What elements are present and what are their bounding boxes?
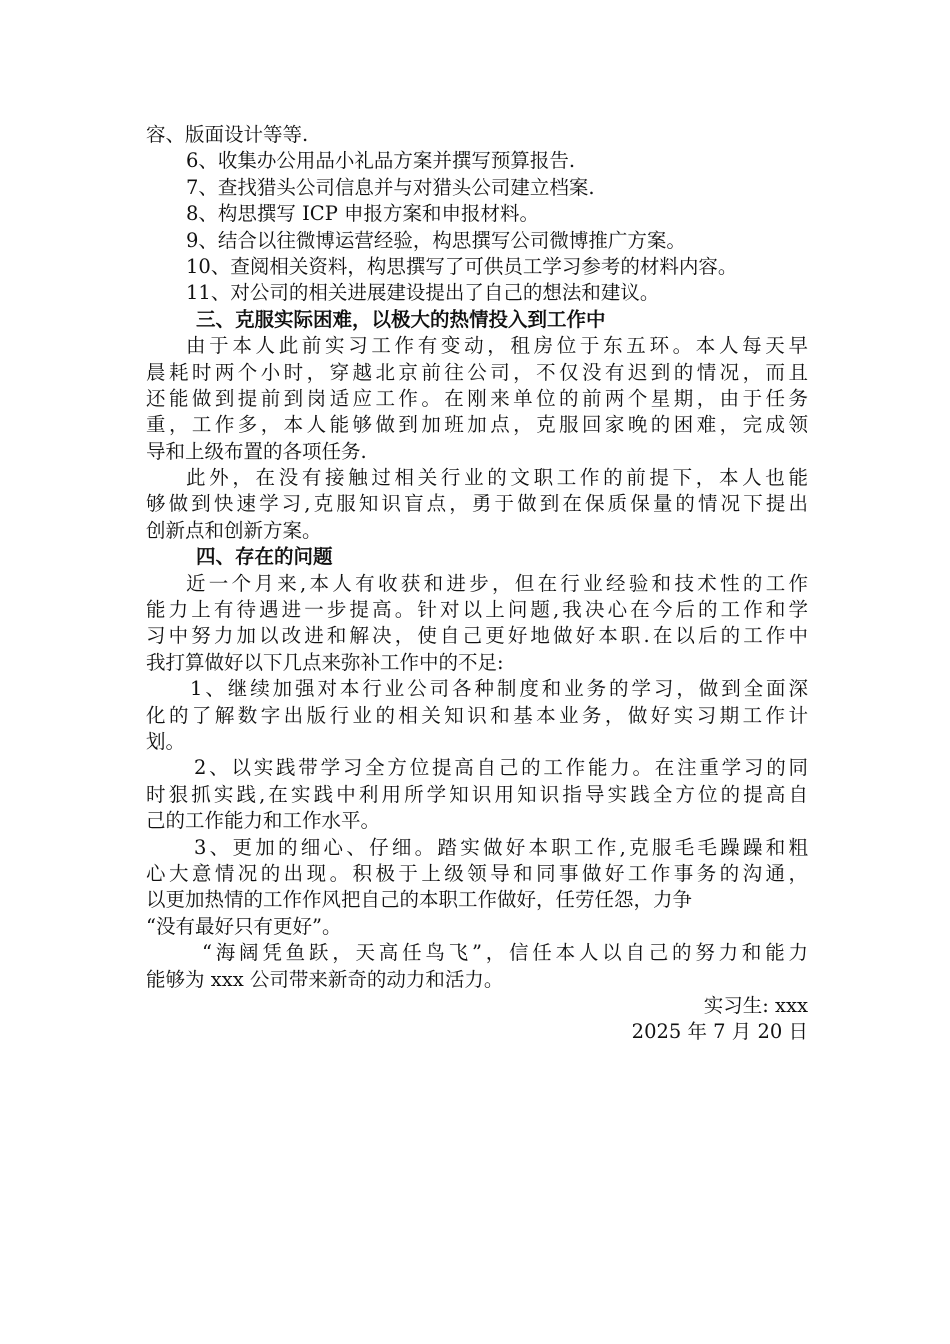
list-item-2: 2、以实践带学习全方位提高自己的工作能力。在注重学习的同 [194,756,808,780]
paragraph-line: 此外，在没有接触过相关行业的文职工作的前提下，本人也能 [186,466,808,490]
list-item-9: 9、结合以往微博运营经验，构思撰写公司微博推广方案。 [186,228,686,252]
paragraph-line: “没有最好只有更好”。 [146,914,342,938]
list-item-11: 11、对公司的相关进展建设提出了自己的想法和建议。 [186,281,660,305]
paragraph-line: 重，工作多，本人能够做到加班加点，克服回家晚的困难，完成领 [146,413,808,437]
list-item-10: 10、查阅相关资料，构思撰写了可供员工学习参考的材料内容。 [186,254,738,278]
paragraph-line: 近一个月来,本人有收获和进步，但在行业经验和技术性的工作 [186,571,808,595]
list-item-8: 8、构思撰写 ICP 申报方案和申报材料。 [186,202,540,226]
paragraph-line: “海阔凭鱼跃，天高任鸟飞”，信任本人以自己的努力和能力 [202,941,808,965]
section-heading-4: 四、存在的问题 [196,545,333,569]
list-item-1: 1、继续加强对本行业公司各种制度和业务的学习，做到全面深 [190,677,808,701]
paragraph-line: 己的工作能力和工作水平。 [146,809,381,833]
paragraph-line: 习中努力加以改进和解决，使自己更好地做好本职.在以后的工作中 [146,624,808,648]
text-line: 容、版面设计等等. [146,123,309,146]
paragraph-line: 时狠抓实践,在实践中利用所学知识用知识指导实践全方位的提高自 [146,782,808,806]
list-item-3: 3、更加的细心、仔细。踏实做好本职工作,克服毛毛躁躁和粗 [194,835,808,859]
signature-date: 2025 年 7 月 20 日 [631,1020,808,1044]
paragraph-line: 化的了解数字出版行业的相关知识和基本业务，做好实习期工作计 [146,703,808,727]
section-heading-3: 三、克服实际困难，以极大的热情投入到工作中 [196,307,606,331]
paragraph-line: 能力上有待遇进一步提高。针对以上问题,我决心在今后的工作和学 [146,598,808,622]
paragraph-line: 我打算做好以下几点来弥补工作中的不足: [146,650,504,674]
paragraph-line: 能够为 xxx 公司带来新奇的动力和活力。 [146,967,504,991]
paragraph-line: 还能做到提前到岗适应工作。在刚来单位的前两个星期，由于任务 [146,386,808,410]
document-page [146,122,808,1046]
list-item-7: 7、查找猎头公司信息并与对猎头公司建立档案. [186,175,595,199]
paragraph-line: 创新点和创新方案。 [146,518,322,542]
paragraph-line: 晨耗时两个小时，穿越北京前往公司，不仅没有迟到的情况，而且 [146,360,808,384]
signature-author: 实习生: xxx [703,993,808,1017]
paragraph-line: 由于本人此前实习工作有变动，租房位于东五环。本人每天早 [186,334,808,358]
paragraph-line: 心大意情况的出现。积极于上级领导和同事做好工作事务的沟通， [146,861,808,885]
paragraph-line: 导和上级布置的各项任务. [146,439,367,463]
paragraph-line: 以更加热情的工作作风把自己的本职工作做好，任劳任怨，力争 [146,888,693,912]
paragraph-line: 够做到快速学习,克服知识盲点，勇于做到在保质保量的情况下提出 [146,492,808,516]
list-item-6: 6、收集办公用品小礼品方案并撰写预算报告. [186,149,576,173]
paragraph-line: 划。 [146,729,186,753]
